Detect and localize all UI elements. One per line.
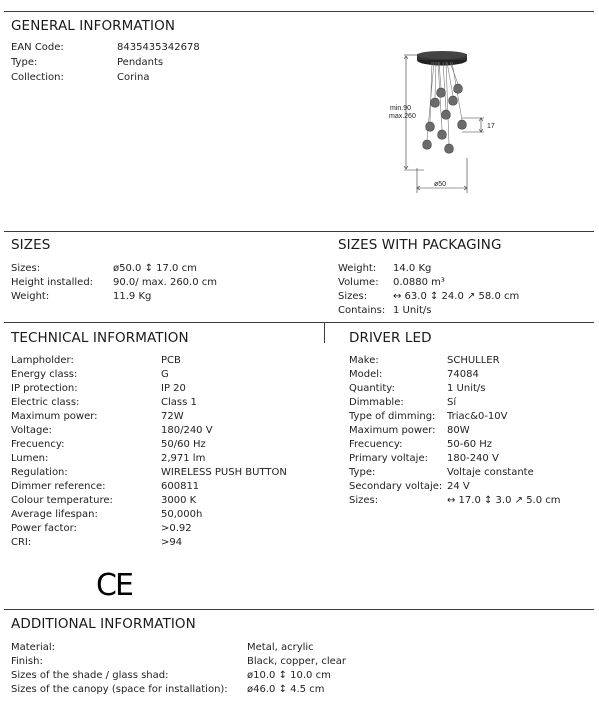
additional-value: Metal, acrylic: [247, 642, 314, 653]
driver-value: 1 Unit/s: [447, 383, 486, 394]
technical-row: [11, 382, 311, 396]
driver-key: Maximum power:: [349, 425, 436, 436]
driver-row: [349, 480, 594, 494]
additional-key: Sizes of the shade / glass shad:: [11, 670, 169, 681]
diameter-label: ø50: [434, 181, 447, 188]
technical-value: 2,971 lm: [161, 453, 206, 464]
technical-key: Regulation:: [11, 467, 68, 478]
driver-row: [349, 410, 594, 424]
general-row: [11, 71, 231, 85]
driver-row: [349, 494, 594, 508]
technical-key: CRI:: [11, 537, 32, 548]
additional-row: [11, 683, 411, 697]
technical-value: 600811: [161, 481, 200, 492]
technical-value: 180/240 V: [161, 425, 213, 436]
sizes-key: Sizes:: [11, 263, 41, 274]
general-value: 8435435342678: [117, 42, 200, 53]
technical-key: Lampholder:: [11, 355, 74, 366]
technical-row: [11, 536, 311, 550]
general-row: [11, 41, 231, 55]
product-dimension-drawing: [386, 48, 516, 198]
sizes-key: Height installed:: [11, 277, 94, 288]
sizes-key: Weight:: [11, 291, 50, 302]
shade-height-label: 17: [487, 123, 495, 130]
ce-mark: CE: [96, 568, 132, 603]
packaging-key: Contains:: [338, 305, 386, 316]
technical-divider: [324, 322, 325, 343]
driver-value: 74084: [447, 369, 479, 380]
sizes-value: 11.9 Kg: [113, 291, 152, 302]
technical-key: Colour temperature:: [11, 495, 113, 506]
driver-value: 180-240 V: [447, 453, 499, 464]
technical-top-rule: [4, 322, 594, 323]
packaging-key: Sizes:: [338, 291, 368, 302]
driver-row: [349, 396, 594, 410]
height-label-max: max.260: [389, 113, 416, 120]
general-row: [11, 56, 231, 70]
driver-value: Triac&0-10V: [447, 411, 508, 422]
driver-value: SCHULLER: [447, 355, 500, 366]
technical-key: Frecuency:: [11, 439, 65, 450]
packaging-row: [338, 304, 593, 318]
additional-title: ADDITIONAL INFORMATION: [11, 616, 196, 632]
general-key: EAN Code:: [11, 42, 64, 53]
packaging-key: Volume:: [338, 277, 379, 288]
technical-value: IP 20: [161, 383, 186, 394]
additional-value: ø46.0 ↕ 4.5 cm: [247, 684, 325, 695]
technical-value: 72W: [161, 411, 184, 422]
driver-title: DRIVER LED: [349, 330, 432, 346]
technical-key: Maximum power:: [11, 411, 98, 422]
technical-value: Class 1: [161, 397, 197, 408]
technical-row: [11, 368, 311, 382]
technical-key: Average lifespan:: [11, 509, 98, 520]
driver-key: Dimmable:: [349, 397, 404, 408]
driver-key: Make:: [349, 355, 379, 366]
general-key: Collection:: [11, 72, 64, 83]
technical-row: [11, 522, 311, 536]
additional-top-rule: [4, 609, 594, 610]
technical-key: Power factor:: [11, 523, 77, 534]
driver-key: Primary voltaje:: [349, 453, 428, 464]
packaging-row: [338, 262, 593, 276]
packaging-row: [338, 290, 593, 304]
additional-value: ø10.0 ↕ 10.0 cm: [247, 670, 331, 681]
driver-row: [349, 424, 594, 438]
driver-row: [349, 452, 594, 466]
additional-key: Finish:: [11, 656, 43, 667]
driver-key: Frecuency:: [349, 439, 403, 450]
technical-row: [11, 438, 311, 452]
packaging-row: [338, 276, 593, 290]
sizes-title: SIZES: [11, 237, 51, 253]
technical-row: [11, 480, 311, 494]
packaging-value: 14.0 Kg: [393, 263, 432, 274]
driver-value: Sí: [447, 397, 457, 408]
technical-row: [11, 396, 311, 410]
packaging-value: 1 Unit/s: [393, 305, 432, 316]
packaging-title: SIZES WITH PACKAGING: [338, 237, 502, 253]
sizes-top-rule: [4, 231, 594, 232]
technical-title: TECHNICAL INFORMATION: [11, 330, 189, 346]
additional-value: Black, copper, clear: [247, 656, 347, 667]
driver-row: [349, 438, 594, 452]
technical-row: [11, 508, 311, 522]
driver-row: [349, 368, 594, 382]
technical-row: [11, 452, 311, 466]
sizes-row: [11, 262, 311, 276]
sizes-row: [11, 290, 311, 304]
driver-key: Sizes:: [349, 495, 379, 506]
general-value: Corina: [117, 72, 150, 83]
driver-value: Voltaje constante: [447, 467, 534, 478]
general-title: GENERAL INFORMATION: [11, 18, 176, 34]
driver-value: 50-60 Hz: [447, 439, 493, 450]
driver-key: Type:: [349, 467, 376, 478]
sizes-value: 90.0/ max. 260.0 cm: [113, 277, 218, 288]
technical-row: [11, 494, 311, 508]
driver-key: Type of dimming:: [349, 411, 436, 422]
driver-value: 24 V: [447, 481, 470, 492]
packaging-key: Weight:: [338, 263, 377, 274]
technical-value: >0.92: [161, 523, 192, 534]
driver-key: Secondary voltaje:: [349, 481, 443, 492]
technical-value: 50/60 Hz: [161, 439, 206, 450]
technical-value: 3000 K: [161, 495, 197, 506]
height-label-min: min.90: [390, 105, 412, 112]
technical-key: Lumen:: [11, 453, 49, 464]
technical-row: [11, 466, 311, 480]
technical-value: WIRELESS PUSH BUTTON: [161, 467, 287, 478]
general-key: Type:: [11, 57, 38, 68]
additional-row: [11, 641, 411, 655]
packaging-value: ↔ 63.0 ↕ 24.0 ↗ 58.0 cm: [393, 291, 520, 302]
general-value: Pendants: [117, 57, 164, 68]
sizes-value: ø50.0 ↕ 17.0 cm: [113, 263, 197, 274]
technical-row: [11, 354, 311, 368]
driver-row: [349, 466, 594, 480]
driver-key: Model:: [349, 369, 383, 380]
technical-key: Dimmer reference:: [11, 481, 106, 492]
driver-row: [349, 382, 594, 396]
driver-key: Quantity:: [349, 383, 395, 394]
driver-row: [349, 354, 594, 368]
sizes-row: [11, 276, 311, 290]
technical-value: PCB: [161, 355, 181, 366]
technical-value: 50,000h: [161, 509, 203, 520]
technical-row: [11, 424, 311, 438]
general-top-rule: [4, 11, 594, 12]
additional-key: Material:: [11, 642, 55, 653]
technical-key: Voltage:: [11, 425, 52, 436]
additional-row: [11, 669, 411, 683]
additional-key: Sizes of the canopy (space for installation):: [11, 684, 228, 695]
technical-value: G: [161, 369, 169, 380]
technical-key: Electric class:: [11, 397, 80, 408]
driver-value: ↔ 17.0 ↕ 3.0 ↗ 5.0 cm: [447, 495, 561, 506]
technical-value: >94: [161, 537, 183, 548]
packaging-value: 0.0880 m³: [393, 277, 445, 288]
additional-row: [11, 655, 411, 669]
technical-key: IP protection:: [11, 383, 78, 394]
technical-key: Energy class:: [11, 369, 78, 380]
technical-row: [11, 410, 311, 424]
driver-value: 80W: [447, 425, 470, 436]
